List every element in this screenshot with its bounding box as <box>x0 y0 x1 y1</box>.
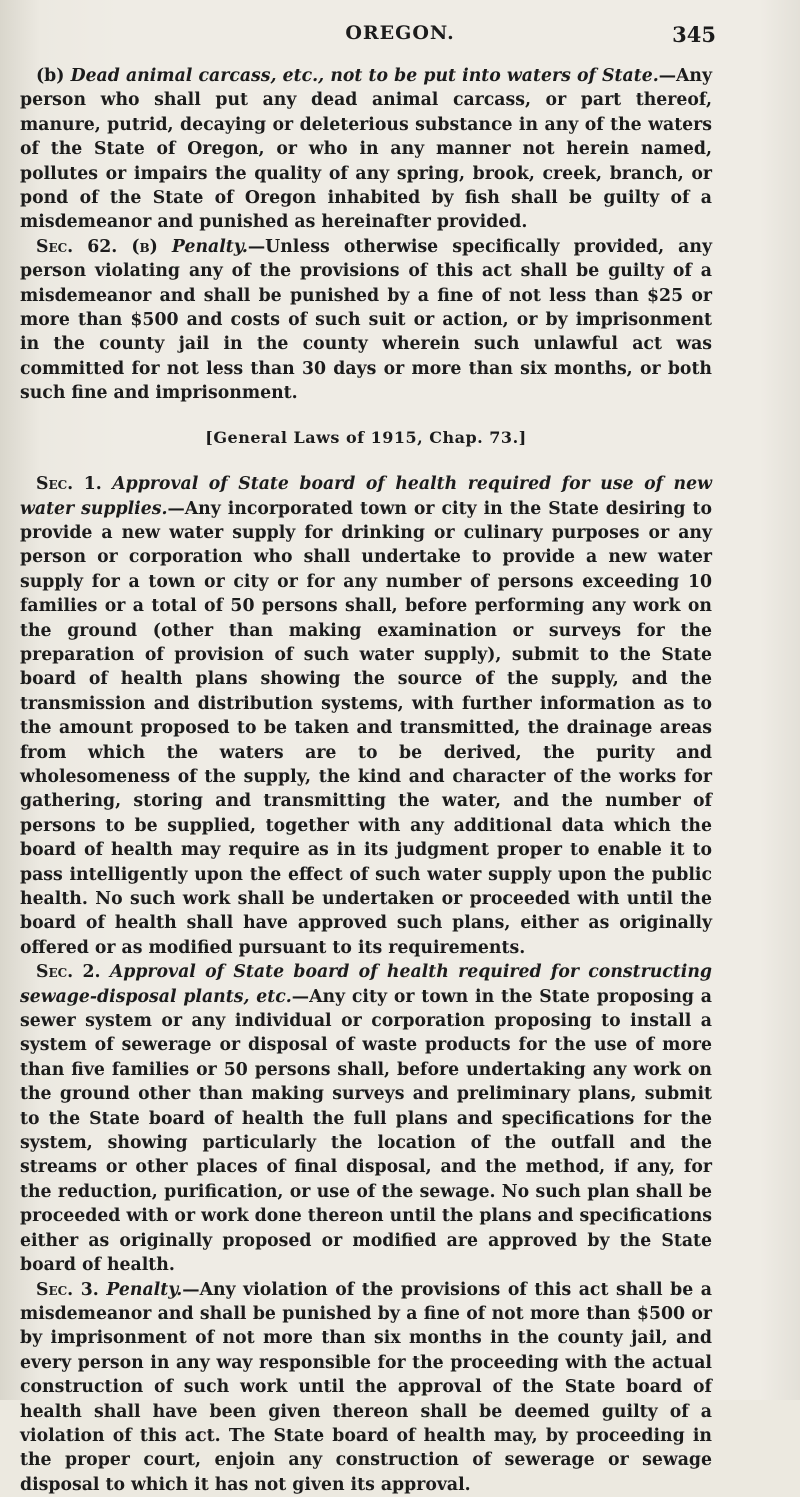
section-lead: Sec. 2. <box>36 962 110 982</box>
section-penalty-3 <box>20 1278 712 1497</box>
section-water-supply <box>20 472 712 960</box>
section-lead: Sec. 3. <box>36 1280 106 1300</box>
section-penalty-62 <box>20 235 712 406</box>
section-title: Approval of State board of health required for use of new water supplies. <box>20 474 712 518</box>
section-title: Penalty. <box>106 1280 182 1300</box>
section-text: —Any incorporated town or city in the State desiring to provide a new water supply for drinking or culinary purposes or any person or corporation who shall undertake to provide a new water supply for a town or city or for any number of persons exceeding 10 families or a total of 50 persons shall, before performing any work on the ground (other than making examination or surveys for the preparation of provision of such water supply), submit to the State board of health plans showing the source of the supply, and the transmission and distribution systems, with further information as to the amount proposed to be taken and transmitted, the drainage areas from which the waters are to be derived, the purity and wholesomeness of the supply, the kind and character of the works for gathering, storing and transmitting the water, and the number of persons to be supplied, together with any additional data which the board of health may require as in its judgment proper to enable it to pass intelligently upon the effect of such water supply upon the public health. No such work shall be undertaken or proceeded with until the board of health shall have approved such plans, either as originally offered or as modified pursuant to its requirements. <box>20 499 712 958</box>
page-body <box>20 64 712 1497</box>
section-sewage-disposal <box>20 960 712 1277</box>
statute-citation: [General Laws of 1915, Chap. 73.] <box>20 426 712 450</box>
page-header <box>0 20 800 50</box>
section-lead: (b) <box>36 66 71 86</box>
running-head: OREGON. <box>0 22 800 44</box>
section-title: Approval of State board of health required for constructing sewage-disposal plants, etc. <box>20 962 712 1006</box>
section-text: —Any person who shall put any dead animal carcass, or part thereof, manure, putrid, decaying or deleterious substance in any of the waters of the State of Oregon, or who in any manner not herein named, pollutes or impairs the quality of any spring, brook, creek, branch, or pond of the State of Oregon inhabited by fish shall be guilty of a misdemeanor and punished as hereinafter provided. <box>20 66 712 232</box>
section-text: —Unless otherwise specifically provided, any person violating any of the provisions of this act shall be guilty of a misdemeanor and shall be punished by a fine of not less than $25 or more than $500 and costs of such suit or action, or by imprisonment in the county jail in the county wherein such unlawful act was committed for not less than 30 days or more than six months, or both such fine and imprisonment. <box>20 237 712 403</box>
section-text: —Any city or town in the State proposing a sewer system or any individual or corporation proposing to install a system of sewerage or disposal of waste products for the use of more than five families or 50 persons shall, before undertaking any work on the ground other than making surveys and preliminary plans, submit to the State board of health the full plans and specifications for the system, showing particularly the location of the outfall and the streams or other places of final disposal, and the method, if any, for the reduction, purification, or use of the sewage. No such plan shall be proceeded with or work done thereon until the plans and specifications either as originally proposed or modified are approved by the State board of health. <box>20 987 712 1275</box>
section-lead: Sec. 62. (b) <box>36 237 172 257</box>
section-dead-animal-carcass <box>20 64 712 235</box>
section-title: Dead animal carcass, etc., not to be put into waters of State. <box>71 66 659 86</box>
section-lead: Sec. 1. <box>36 474 112 494</box>
section-text: —Any violation of the provisions of this act shall be a misdemeanor and shall be punished by a fine of not more than $500 or by imprisonment of not more than six months in the county jail, and every person in any way responsible for the proceeding with the actual construction of such work until the approval of the State board of health shall have been given thereon shall be deemed guilty of a violation of this act. The State board of health may, by proceeding in the proper court, enjoin any construction of sewerage or sewage disposal to which it has not given its approval. <box>20 1280 712 1495</box>
section-title: Penalty. <box>172 237 248 257</box>
page-number: 345 <box>672 22 716 47</box>
